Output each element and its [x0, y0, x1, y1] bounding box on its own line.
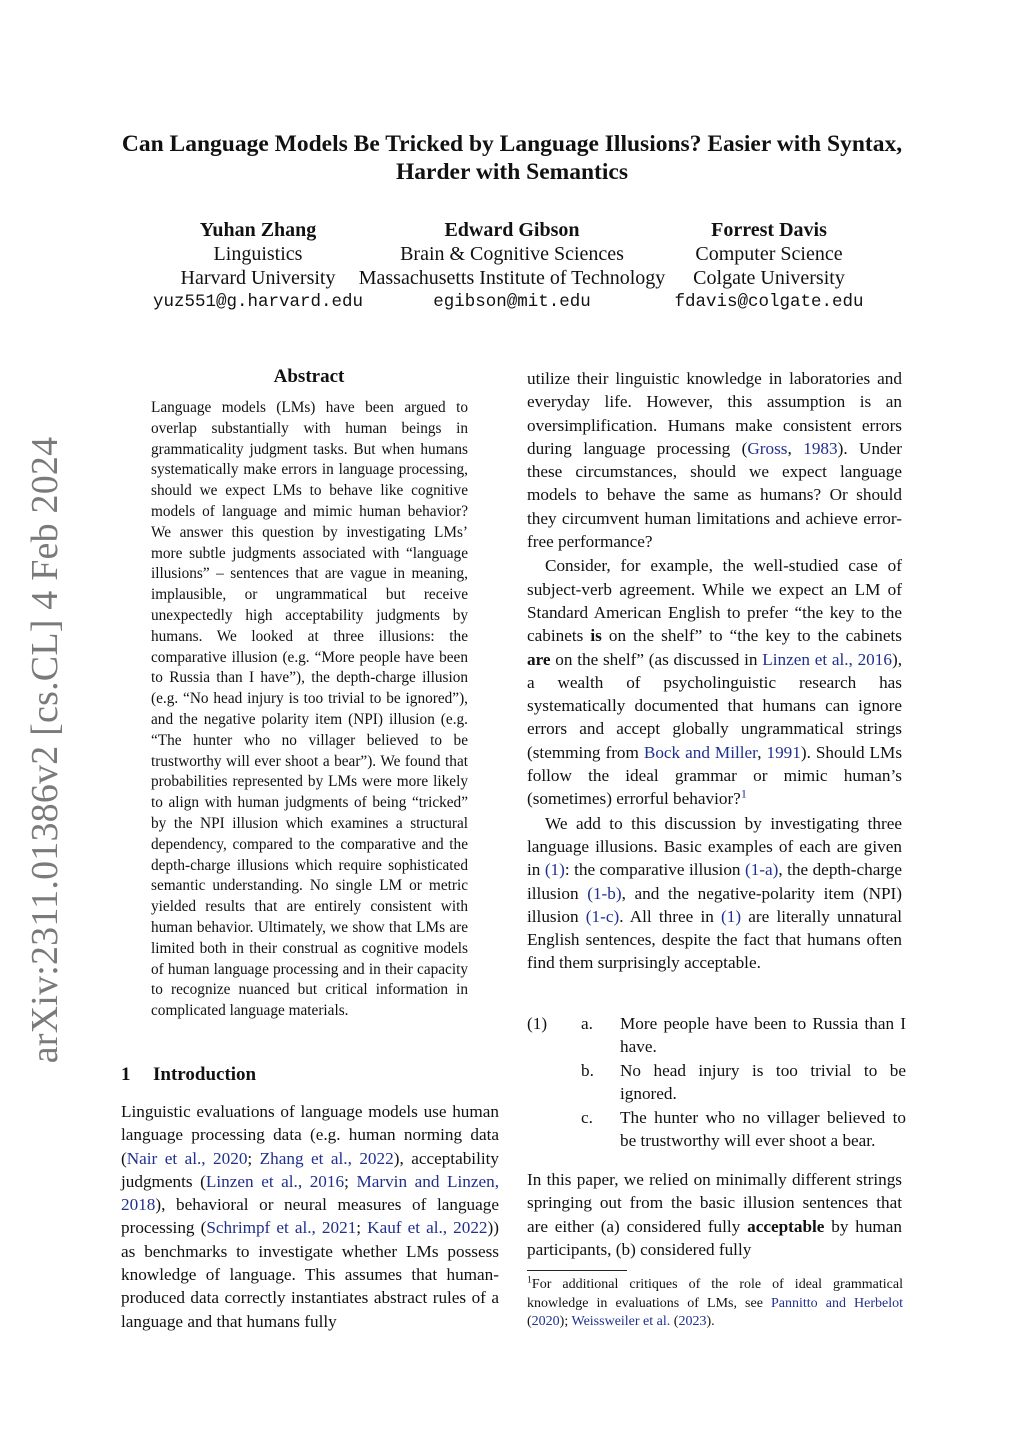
right-column-top [527, 367, 902, 975]
example-label: c. [581, 1108, 593, 1127]
author-block [664, 218, 874, 314]
section-title: Introduction [153, 1064, 257, 1085]
example-number: (1) [527, 1014, 548, 1033]
example-ref[interactable]: (1-c) [585, 906, 620, 926]
author-dept: Linguistics [213, 243, 303, 265]
example-label: a. [581, 1014, 593, 1033]
citation-link[interactable]: Weissweiler et al. [571, 1314, 671, 1329]
example-ref[interactable]: (1-b) [587, 883, 622, 903]
citation-link[interactable]: Nair et al., 2020 [126, 1148, 248, 1168]
author-block [350, 218, 674, 314]
paper-title: Can Language Models Be Tricked by Language Illusions? Easier with Syntax, Harder with Semantics [121, 131, 903, 185]
example-ref[interactable]: (1-a) [744, 860, 779, 880]
right-column-bottom [527, 1168, 902, 1261]
example-ref[interactable]: (1) [544, 860, 565, 880]
citation-link[interactable]: 1983 [803, 438, 838, 458]
example-text: No head injury is too trivial to be ignored. [620, 1061, 906, 1104]
paragraph: In this paper, we relied on minimally different strings springing out from the basic illusion sentences that are either (a) considered fully acceptable by human participants, (b) considered fully [527, 1170, 903, 1259]
author-name: Edward Gibson [444, 219, 580, 241]
arxiv-identifier: arXiv:2311.01386v2 [cs.CL] 4 Feb 2024 [24, 436, 66, 1064]
author-email[interactable]: yuz551@g.harvard.edu [152, 292, 364, 312]
citation-link[interactable]: Schrimpf et al., 2021 [206, 1218, 357, 1238]
paragraph: utilize their linguistic knowledge in laboratories and everyday life. However, this assumption is an oversimplification. Humans make consistent errors during language processing (Gross, 1983). Under these circumstances, should we expect language models to behave the same as humans? Or should they circumvent human limitations and achieve error-free performance? [527, 369, 902, 552]
footnote-rule [527, 1270, 627, 1271]
citation-link[interactable]: Linzen et al., 2016 [205, 1171, 345, 1191]
footnote-marker[interactable]: 1 [740, 786, 747, 801]
author-block [140, 218, 376, 314]
paragraph: Consider, for example, the well-studied case of subject-verb agreement. While we expect an LM of Standard American English to prefer “the key to the cabinets is on the shelf” to “the key to the cabinets are on the shelf” (as discussed in Linzen et al., 2016), a wealth of psycholinguistic research has systematically documented that humans can ignore errors and accept globally ungrammatical strings (stemming from Bock and Miller, 1991). Should LMs follow the ideal grammar or mimic human’s (sometimes) errorful behavior?$^1$ [527, 556, 903, 809]
section-number: 1 [121, 1064, 131, 1085]
citation-link[interactable]: Kauf et al., 2022 [367, 1218, 488, 1238]
example-ref[interactable]: (1) [721, 906, 742, 926]
footnote-number: 1 [527, 1274, 532, 1286]
abstract-heading: Abstract [273, 366, 345, 387]
author-dept: Brain & Cognitive Sciences [400, 243, 624, 265]
citation-link[interactable]: 1991 [766, 742, 801, 762]
author-name: Yuhan Zhang [199, 219, 317, 241]
example-label: b. [581, 1061, 594, 1080]
author-dept: Computer Science [695, 243, 843, 265]
intro-paragraph: Linguistic evaluations of language models use human language processing data (e.g. human norming data (Nair et al., 2020; Zhang et al., 2022), acceptability judgments (Linzen et al., 2016; Marvin and Linzen, 2018), behavioral or neural measures of language processing (Schrimpf et al., 2021; Kauf et al., 2022)) as benchmarks to investigate whether LMs possess knowledge of language. This assumes that human-produced data correctly instantiates abstract rules of a language and that humans fully [121, 1102, 499, 1331]
citation-link[interactable]: Zhang et al., 2022 [259, 1148, 394, 1168]
citation-link[interactable]: Bock and Miller [643, 742, 758, 762]
author-email[interactable]: fdavis@colgate.edu [674, 292, 864, 312]
example-text: More people have been to Russia than I have. [620, 1014, 906, 1057]
section-heading [121, 1064, 256, 1086]
example-text: The hunter who no villager believed to be trustworthy will ever shoot a bear. [620, 1108, 906, 1151]
citation-link[interactable]: Linzen et al., 2016 [762, 649, 892, 669]
author-institution: Harvard University [180, 267, 336, 289]
author-institution: Massachusetts Institute of Technology [358, 267, 666, 289]
author-name: Forrest Davis [711, 219, 827, 241]
citation-link[interactable]: Pannitto and Herbelot [770, 1295, 903, 1311]
citation-link[interactable]: Marvin and Linzen, 2018 [121, 1171, 499, 1215]
footnote: $^1$For additional critiques of the role of ideal grammatical knowledge in evaluations of LMs, see Pannitto and Herbelot (2020); Weissweiler et al. (2023). [527, 1274, 903, 1329]
arxiv-sidebar [22, 436, 68, 1064]
citation-link[interactable]: 2020 [531, 1314, 560, 1329]
author-institution: Colgate University [693, 267, 845, 289]
citation-link[interactable]: 2023 [678, 1314, 707, 1329]
author-email[interactable]: egibson@mit.edu [433, 292, 591, 312]
citation-link[interactable]: Gross [747, 438, 788, 458]
abstract-text: Language models (LMs) have been argued to overlap substantially with human beings in grammaticality judgment tasks. But when humans systematically make errors in language processing, should we expect LMs to behave like cognitive models of language and mimic human behavior? We answer this question by investigating LMs’ more subtle judgments associated with “language illusions” – sentences that are vague in meaning, implausible, or ungrammatical but receive unexpectedly high acceptability judgments by humans. We looked at three illusions: the comparative illusion (e.g. “More people have been to Russia than I have”), the depth-charge illusion (e.g. “No head injury is too trivial to be ignored”), and the negative polarity item (NPI) illusion (e.g. “The hunter who no villager believed to be trustworthy will ever shoot a bear”). We found that probabilities represented by LMs were more likely to align with human judgments of being “tricked” by the NPI illusion which examines a structural dependency, compared to the comparative and the depth-charge illusions which require sophisticated semantic understanding. No single LM or metric yielded results that are entirely consistent with human behavior. Ultimately, we show that LMs are limited both in their construal as cognitive models of human language processing and in their capacity to recognize nuanced but critical information in complicated language materials. [151, 399, 468, 1020]
paragraph: We add to this discussion by investigating three language illusions. Basic examples of each are given in (1): the comparative illusion (1-a), the depth-charge illusion (1-b), and the negative-polarity item (NPI) illusion (1-c). All three in (1) are literally unnatural English sentences, despite the fact that humans often find them surprisingly acceptable. [527, 813, 902, 973]
